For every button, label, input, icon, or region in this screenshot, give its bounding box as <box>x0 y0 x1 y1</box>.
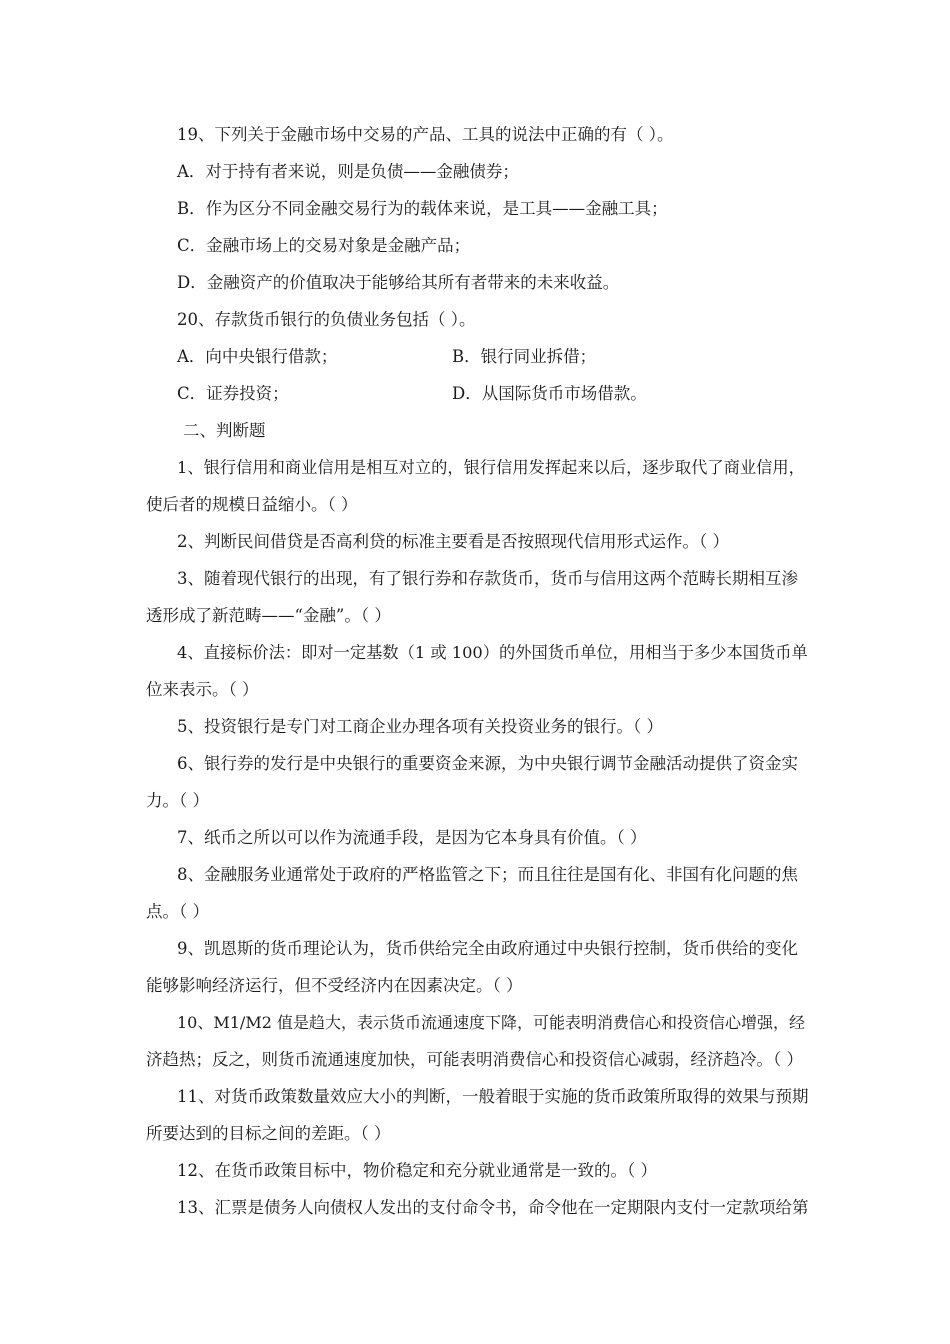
section-title: 二、判断题 <box>183 421 266 440</box>
q19-option-b: B．作为区分不同金融交易行为的载体来说，是工具——金融工具； <box>177 199 668 218</box>
judgment-line: 10、M1/M2 值是趋大，表示货币流通速度下降，可能表明消费信心和投资信心增强，经 <box>177 1013 805 1032</box>
q19-option-c: C．金融市场上的交易对象是金融产品； <box>177 236 471 255</box>
q20-option-c: C．证券投资； <box>177 384 289 403</box>
judgment-item-8 <box>146 856 810 930</box>
judgment-line: 2、判断民间借贷是否高利贷的标准主要看是否按照现代信用形式运作。（ ） <box>177 532 729 551</box>
q20-option-b: B．银行同业拆借； <box>452 347 597 366</box>
judgment-line: 8、金融服务业通常处于政府的严格监管之下；而且往往是国有化、非国有化问题的焦 <box>177 865 798 884</box>
judgment-item-4 <box>146 634 810 708</box>
judgment-line-continued: 点。（ ） <box>146 902 209 921</box>
judgment-line: 1、银行信用和商业信用是相互对立的，银行信用发挥起来以后，逐步取代了商业信用， <box>177 458 805 477</box>
judgment-line-continued: 能够影响经济运行，但不受经济内在因素决定。（ ） <box>146 976 523 995</box>
judgment-line-continued: 力。（ ） <box>146 791 209 810</box>
judgment-line: 6、银行券的发行是中央银行的重要资金来源，为中央银行调节金融活动提供了资金实 <box>177 754 798 773</box>
judgment-line: 11、对货币政策数量效应大小的判断，一般着眼于实施的货币政策所取得的效果与预期 <box>177 1087 809 1106</box>
judgment-line: 5、投资银行是专门对工商企业办理各项有关投资业务的银行。（ ） <box>177 717 663 736</box>
judgment-item-10 <box>146 1004 810 1078</box>
q19-option-a: A．对于持有者来说，则是负债——金融债券； <box>177 162 519 181</box>
judgment-item-3 <box>146 560 810 634</box>
judgment-item-5 <box>146 708 810 745</box>
judgment-line-continued: 济趋热；反之，则货币流通速度加快，可能表明消费信心和投资信心减弱，经济趋冷。（ ） <box>146 1050 803 1069</box>
judgment-line-continued: 使后者的规模日益缩小。（ ） <box>146 495 358 514</box>
judgment-item-13 <box>146 1189 810 1226</box>
judgment-line: 3、随着现代银行的出现，有了银行券和存款货币，货币与信用这两个范畴长期相互渗 <box>177 569 798 588</box>
q20-option-d: D．从国际货币市场借款。 <box>452 384 647 403</box>
judgment-item-1 <box>146 449 810 523</box>
judgment-line: 9、凯恩斯的货币理论认为，货币供给完全由政府通过中央银行控制，货币供给的变化 <box>177 939 798 958</box>
q20-options-row-1 <box>146 338 810 375</box>
q20-option-a: A．向中央银行借款； <box>177 347 338 366</box>
judgment-item-11 <box>146 1078 810 1152</box>
q19-stem: 19、下列关于金融市场中交易的产品、工具的说法中正确的有（ ）。 <box>177 125 674 144</box>
q20-stem: 20、存款货币银行的负债业务包括（ ）。 <box>177 310 476 329</box>
judgment-line-continued: 所要达到的目标之间的差距。（ ） <box>146 1124 391 1143</box>
judgment-item-12 <box>146 1152 810 1189</box>
document-page <box>146 116 810 1226</box>
q20-options-row-2 <box>146 375 810 412</box>
judgment-item-2 <box>146 523 810 560</box>
judgment-item-9 <box>146 930 810 1004</box>
judgment-item-6 <box>146 745 810 819</box>
q19-option-d: D．金融资产的价值取决于能够给其所有者带来的未来收益。 <box>177 273 620 292</box>
judgment-line: 13、汇票是债务人向债权人发出的支付命令书，命令他在一定期限内支付一定款项给第 <box>177 1198 809 1217</box>
judgment-item-7 <box>146 819 810 856</box>
judgment-line-continued: 透形成了新范畴——“金融”。（ ） <box>146 606 391 625</box>
judgment-line-continued: 位来表示。（ ） <box>146 680 259 699</box>
judgment-line: 12、在货币政策目标中，物价稳定和充分就业通常是一致的。（ ） <box>177 1161 657 1180</box>
judgment-line: 7、纸币之所以可以作为流通手段，是因为它本身具有价值。（ ） <box>177 828 647 847</box>
judgment-line: 4、直接标价法：即对一定基数（1 或 100）的外国货币单位，用相当于多少本国货币单 <box>177 643 808 662</box>
